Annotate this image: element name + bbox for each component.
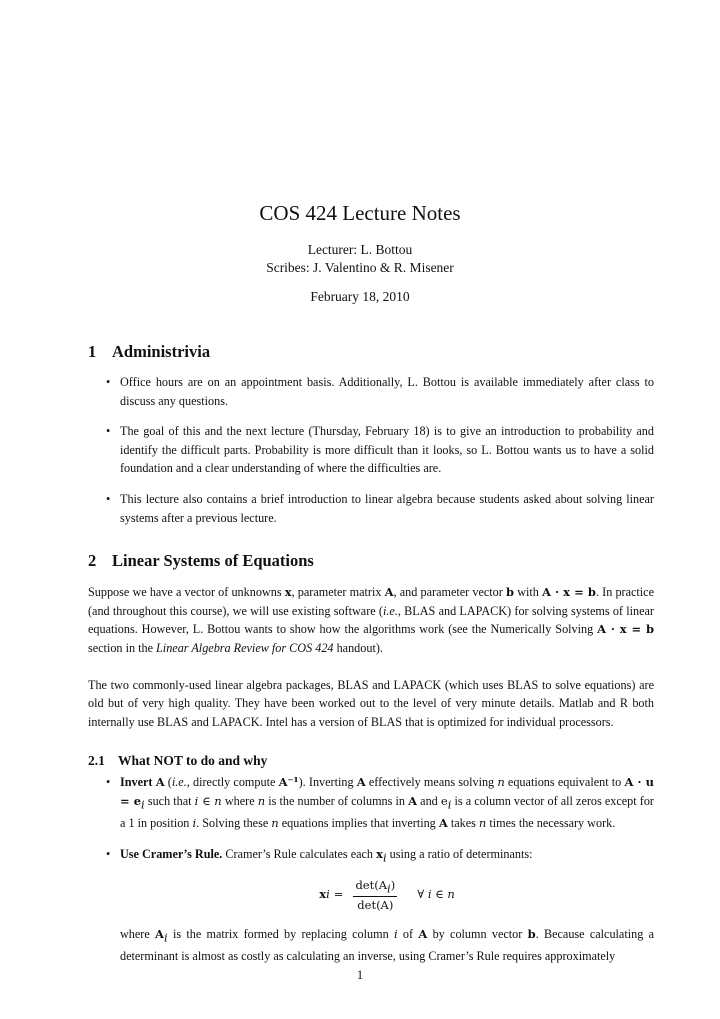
text-run: takes: [447, 815, 479, 830]
fraction-numerator: [353, 877, 397, 896]
math-i-in-n: i ∈ n: [194, 793, 222, 808]
math-x: x: [284, 585, 292, 600]
numerator-close: ): [390, 877, 396, 892]
text-run: ). Inverting: [298, 775, 357, 790]
text-run: , parameter matrix: [291, 585, 385, 600]
text-run: times the necessary work.: [486, 815, 616, 830]
bullet-lead: Use Cramer’s Rule.: [120, 846, 223, 861]
math-n: n: [478, 815, 487, 830]
math-b: b: [506, 585, 515, 600]
math-A-inverse: A⁻¹: [278, 775, 299, 790]
text-run: of: [397, 926, 419, 941]
bullet-icon: •: [106, 846, 111, 861]
text-run: Suppose we have a vector of unknowns: [88, 585, 285, 600]
paragraph-blas-lapack: The two commonly-used linear algebra packages, BLAS and LAPACK (which uses BLAS to solve equations) are old but of very high quality. They have been worked out to the level of very minute details. Matlab and R both internally use BLAS and LAPACK. Intel has a version of BLAS that is optimized for individual processors.: [88, 677, 654, 729]
math-A: A: [384, 585, 394, 600]
equals-sign: =: [333, 887, 344, 902]
text-run: Cramer’s Rule calculates each: [222, 846, 377, 861]
math-A: A: [155, 926, 164, 941]
equation-lhs: x: [319, 887, 327, 902]
text-run: is a column vector of all zeros except for a 1 in position: [120, 793, 654, 830]
bullet-icon: •: [106, 424, 111, 439]
bullet-icon: •: [106, 375, 111, 389]
determinant-fraction: [353, 877, 397, 913]
section-number: 2: [88, 551, 97, 571]
section-heading-administrivia: [88, 340, 654, 364]
numerator-text: det(A: [355, 877, 388, 892]
section-title: Administrivia: [112, 342, 211, 361]
list-item-text: Office hours are on an appointment basis. Additionally, L. Bottou is available immediately after class to discuss any questions.: [120, 375, 654, 408]
section-number: 1: [88, 342, 97, 361]
lecturer-line: Lecturer: L. Bottou: [307, 242, 413, 257]
text-run: , directly compute: [186, 775, 279, 790]
text-run: section in the: [88, 640, 157, 655]
subsection-number: 2.1: [88, 753, 105, 769]
math-subscript-i: i: [141, 797, 145, 812]
math-equation-inline: A · x = b: [542, 585, 596, 600]
section-heading-linear-systems: [88, 549, 654, 573]
math-x: x: [376, 846, 383, 861]
math-subscript-i: i: [447, 797, 452, 812]
math-A: A: [438, 815, 448, 830]
text-run-italic: i.e.: [382, 603, 398, 618]
text-run: effectively means solving: [365, 775, 498, 790]
list-item: [88, 373, 654, 410]
text-run: . Solving these: [196, 815, 272, 830]
bullet-lead: Invert: [120, 775, 153, 790]
text-run: and: [417, 793, 441, 808]
math-e: e: [440, 793, 448, 808]
date-line: February 18, 2010: [310, 289, 410, 304]
equation-forall: ∀ i ∈ n: [417, 887, 455, 902]
text-run-italic: i.e.: [171, 775, 187, 790]
text-run: equations implies that inverting: [278, 815, 439, 830]
title-block: [0, 199, 720, 306]
text-run: handout).: [333, 640, 383, 655]
text-run: . In practice (and throughout this course), we will use existing software (: [88, 585, 655, 618]
fraction-denominator: det(A): [357, 897, 394, 912]
subsection-heading-what-not-to-do: [88, 751, 654, 771]
math-A: A: [356, 775, 366, 790]
text-run: with: [514, 585, 543, 600]
math-subscript-i: i: [382, 849, 387, 864]
math-n: n: [271, 815, 279, 830]
list-item-text: The goal of this and the next lecture (Thursday, February 18) is to give an introduction to probability and identify the difficult parts. Probability is more difficult than it looks, so L. Bottou wants us to have a solid foundation and a clear understanding of where the difficulties are.: [120, 424, 654, 476]
main-content: [88, 340, 654, 965]
math-equation-inline: A · x = b: [597, 622, 654, 637]
math-A: A: [418, 926, 428, 941]
paragraph-intro: [88, 583, 654, 657]
text-run: equations equivalent to: [504, 775, 625, 790]
list-item: [88, 773, 654, 832]
scribes-line: Scribes: J. Valentino & R. Misener: [266, 260, 454, 275]
list-item: [88, 845, 654, 966]
bullet-icon: •: [106, 775, 111, 790]
text-run: where: [120, 926, 156, 941]
cramer-equation: [120, 877, 654, 913]
text-run: is the matrix formed by replacing column: [167, 926, 394, 941]
text-run: by column vector: [427, 926, 528, 941]
text-run: such that: [144, 793, 195, 808]
page-number: 1: [356, 968, 364, 982]
math-subscript-i: i: [326, 887, 330, 902]
list-item: [88, 490, 654, 527]
text-run: (: [164, 775, 172, 790]
math-A: A: [408, 793, 418, 808]
text-run: , and parameter vector: [393, 585, 506, 600]
math-subscript-i: i: [163, 930, 168, 945]
what-not-to-do-list: [88, 773, 654, 965]
math-i: i: [393, 926, 398, 941]
handout-title: Linear Algebra Review for COS 424: [156, 640, 334, 655]
math-equation-inline: A · u = e: [120, 775, 655, 808]
text-run: using a ratio of determinants:: [386, 846, 533, 861]
math-i: i: [192, 815, 197, 830]
math-b: b: [527, 926, 536, 941]
document-title: COS 424 Lecture Notes: [259, 201, 461, 225]
text-run: , BLAS and LAPACK) for solving systems of linear equations. However, L. Bottou wants to show how the algorithms work (see the Numerically Solving: [88, 603, 654, 637]
text-run: where: [221, 793, 258, 808]
math-A: A: [155, 775, 165, 790]
math-n: n: [257, 793, 266, 808]
administrivia-list: [88, 373, 654, 527]
section-title: Linear Systems of Equations: [112, 551, 314, 571]
subsection-title: What NOT to do and why: [118, 753, 268, 769]
bullet-icon: •: [106, 491, 111, 506]
list-item: [88, 422, 654, 478]
text-run: is the number of columns in: [265, 793, 409, 808]
math-n: n: [497, 775, 505, 790]
text-run: . Because calculating a determinant is almost as costly as calculating an inverse, using Cramer’s Rule requires approximately: [120, 926, 654, 963]
list-item-text: This lecture also contains a brief introduction to linear algebra because students asked about solving linear systems after a previous lecture.: [120, 491, 654, 525]
math-subscript-i: i: [387, 880, 391, 895]
